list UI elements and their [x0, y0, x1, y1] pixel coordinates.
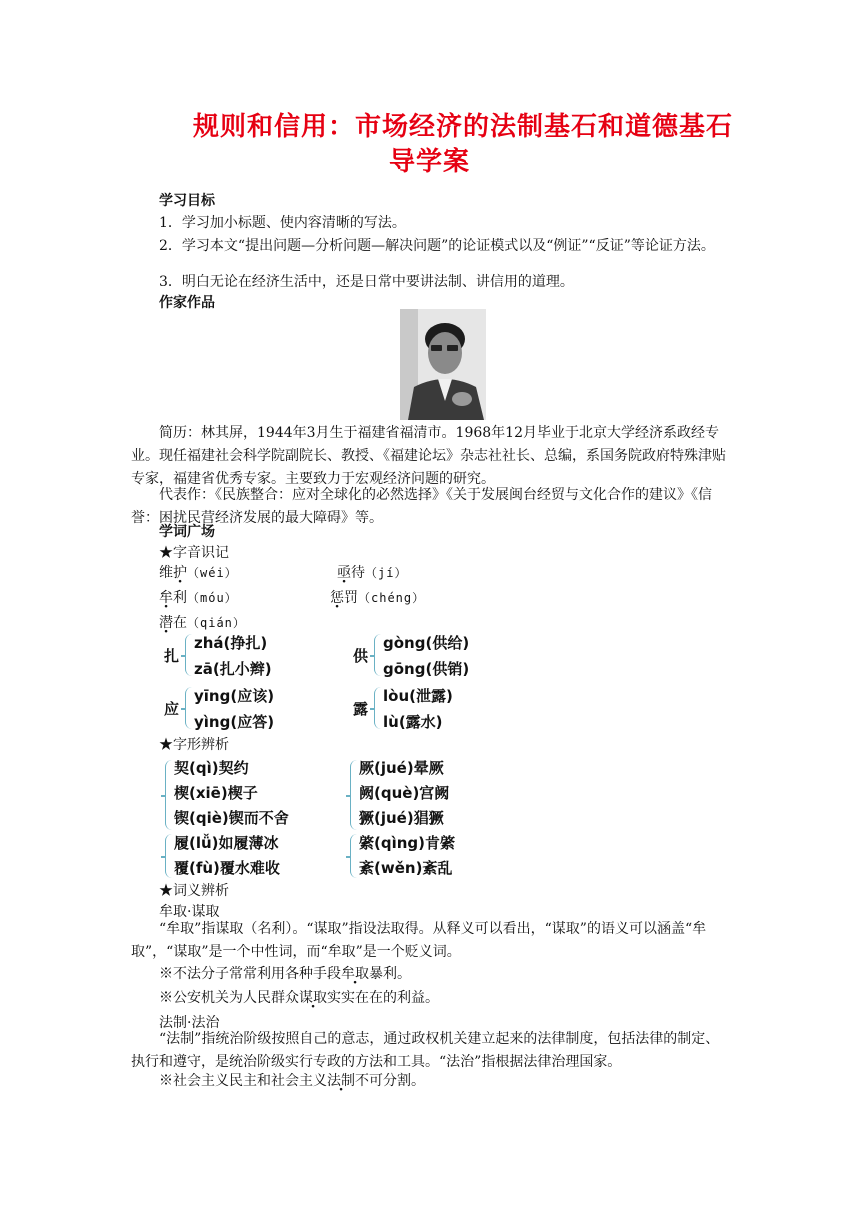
goal-item: 3．明白无论在经济生活中，还是日常中要讲法制、讲信用的道理。 — [159, 274, 574, 290]
poly-reading: lòu(泄露) — [383, 687, 453, 705]
shape-item: 紊(wěn)紊乱 — [359, 859, 453, 877]
poly-reading: lù(露水) — [383, 713, 443, 731]
vocab-heading: 学词广场 — [159, 524, 215, 540]
pron-item: 维护（wéi） — [159, 565, 238, 581]
author-heading: 作家作品 — [159, 295, 215, 311]
page-title: 规则和信用：市场经济的法制基石和道德基石 — [193, 112, 734, 142]
brace — [350, 834, 357, 878]
poly-char: 扎 — [164, 647, 180, 665]
pron-item: 惩罚（chéng） — [330, 590, 426, 606]
shape-heading: ★字形辨析 — [159, 737, 229, 753]
poly-char: 露 — [353, 700, 369, 718]
brace — [165, 834, 172, 878]
brace — [165, 760, 172, 830]
shape-item: 獗(jué)猖獗 — [359, 809, 444, 827]
pron-item: 亟待（jí） — [337, 565, 408, 581]
goal-item: 1．学习加小标题、使内容清晰的写法。 — [159, 215, 406, 231]
brace — [374, 634, 381, 676]
poly-reading: yīng(应该) — [194, 687, 275, 705]
poly-reading: gōng(供销) — [383, 660, 470, 678]
brace — [374, 687, 381, 729]
pron-heading: ★字音识记 — [159, 545, 229, 561]
goal-item: 2．学习本文“提出问题—分析问题—解决问题”的论证模式以及“例证”“反证”等论证方法。 — [159, 238, 715, 254]
poly-reading: yìng(应答) — [194, 713, 275, 731]
author-photo — [400, 309, 486, 420]
shape-item: 契(qì)契约 — [174, 759, 249, 777]
poly-reading: gòng(供给) — [383, 634, 470, 652]
pair-title: 牟取·谋取 — [159, 904, 220, 920]
shape-item: 楔(xiē)楔子 — [174, 784, 258, 802]
shape-item: 履(lǚ)如履薄冰 — [174, 834, 279, 852]
page-subtitle: 导学案 — [389, 147, 471, 177]
goals-heading: 学习目标 — [159, 193, 215, 209]
poly-char: 供 — [353, 647, 369, 665]
author-works: 代表作：《民族整合：应对全球化的必然选择》《关于发展闽台经贸与文化合作的建议》《信誉：困扰民营经济发展的最大障碍》等。 — [131, 487, 712, 526]
pair-title: 法制·法治 — [159, 1015, 220, 1031]
shape-item: 阙(què)宫阙 — [359, 784, 450, 802]
brace — [185, 687, 192, 729]
shape-item: 锲(qiè)锲而不舍 — [174, 809, 289, 827]
brace — [350, 760, 357, 830]
example-sentence: ※不法分子常常利用各种手段牟取暴利。 — [159, 966, 411, 982]
brace — [185, 634, 192, 676]
shape-item: 覆(fù)覆水难收 — [174, 859, 280, 877]
shape-item: 厥(jué)晕厥 — [359, 759, 444, 777]
poly-reading: zhá(挣扎) — [194, 634, 268, 652]
example-sentence: ※社会主义民主和社会主义法制不可分割。 — [159, 1073, 425, 1089]
pair-definition: “法制”指统治阶级按照自己的意志，通过政权机关建立起来的法律制度，包括法律的制定、执行和遵守，是统治阶级实行专政的方法和工具。“法治”指根据法律治理国家。 — [131, 1031, 720, 1070]
poly-char: 应 — [164, 700, 180, 718]
example-sentence: ※公安机关为人民群众谋取实实在在的利益。 — [159, 990, 439, 1006]
meaning-heading: ★词义辨析 — [159, 883, 229, 899]
pron-item: 潜在（qián） — [159, 615, 246, 631]
author-bio: 简历：林其屏，1944年3月生于福建省福清市。1968年12月毕业于北京大学经济系政经专业。现任福建社会科学院副院长、教授、《福建论坛》杂志社社长、总编，系国务院政府特殊津贴专家，福建省优秀专家。主要致力于宏观经济问题的研究。 — [131, 425, 726, 487]
poly-reading: zā(扎小辫) — [194, 660, 272, 678]
author-portrait-image — [400, 309, 486, 420]
shape-item: 綮(qìng)肯綮 — [359, 834, 456, 852]
pron-item: 牟利（móu） — [159, 590, 238, 606]
pair-definition: “牟取”指谋取（名利）。“谋取”指设法取得。从释义可以看出，“谋取”的语义可以涵盖“牟取”，“谋取”是一个中性词，而“牟取”是一个贬义词。 — [131, 921, 707, 960]
